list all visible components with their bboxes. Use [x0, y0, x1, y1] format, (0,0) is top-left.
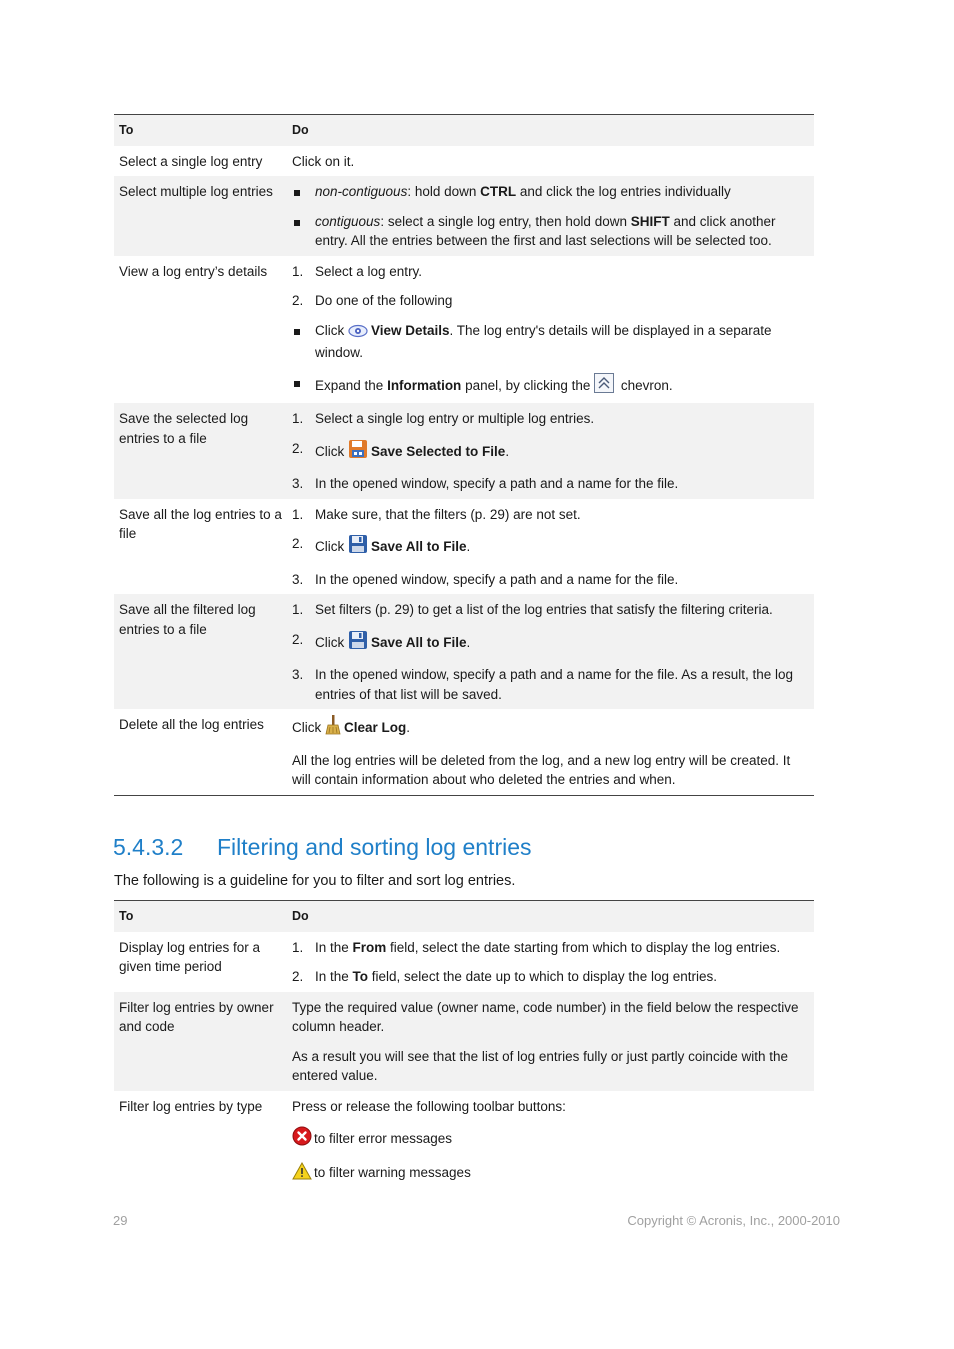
table-row [114, 1091, 814, 1191]
row-task: Delete all the log entries [114, 709, 287, 795]
table-row [114, 176, 814, 256]
step-item: 2. Do one of the following [292, 293, 453, 308]
step-item: 2. Click Save All to File. [292, 534, 809, 560]
action-name: Save All to File [371, 634, 467, 650]
key-name: CTRL [480, 184, 517, 199]
save-selected-icon [348, 439, 368, 465]
row-task: Save the selected log entries to a file [114, 403, 287, 499]
bullet-marker [294, 220, 300, 226]
row-instruction: Click Clear Log. [292, 715, 809, 741]
bullet-item: Expand the Information panel, by clicking the chevron. [292, 373, 809, 399]
step-item: 2. In the To field, select the date up to which to display the log entries. [292, 969, 717, 984]
bullet-marker [294, 190, 300, 196]
column-header-to: To [114, 901, 287, 932]
filter-table [114, 900, 814, 1190]
column-header-do: Do [287, 901, 814, 932]
bullet-item: Click View Details. The log entry's details will be displayed in a separate window. [292, 321, 809, 363]
key-name: SHIFT [630, 213, 670, 229]
action-name: Save Selected to File [371, 443, 506, 459]
row-task: Select a single log entry [119, 153, 263, 169]
page-number: 29 [113, 1213, 128, 1228]
step-item: 1. Select a log entry. [292, 263, 423, 279]
step-item: 2. Click Save All to File. [292, 630, 809, 656]
step-item: 1. Make sure, that the filters (p. 29) are not set. [292, 506, 581, 522]
floppy-disk-icon [348, 630, 368, 656]
step-item: 1. Set filters (p. 29) to get a list of the log entries that satisfy the filtering criteria. [292, 602, 773, 617]
table-row [114, 932, 814, 992]
row-task: Save all the log entries to a file [119, 506, 282, 541]
error-icon [292, 1126, 312, 1152]
bullet-marker [294, 329, 300, 335]
row-note: All the log entries will be deleted from the log, and a new log entry will be created. It will contain information about who deleted the entries and when. [292, 752, 791, 787]
copyright-notice: Copyright © Acronis, Inc., 2000-2010 [627, 1213, 840, 1228]
row-task: Save all the filtered log entries to a file [114, 594, 287, 709]
column-header-to: To [114, 115, 287, 146]
row-instruction: Type the required value (owner name, code number) in the field below the respective column header. [292, 999, 799, 1034]
step-item: 2. Click Save Selected to File. [292, 439, 809, 465]
toolbar-button-desc: to filter error messages [292, 1126, 809, 1152]
table-row [114, 594, 814, 709]
step-item: 3. In the opened window, specify a path and a name for the file. As a result, the log entries of that list will be saved. [292, 667, 794, 702]
field-name: To [352, 969, 369, 984]
row-instruction: Click on it. [292, 153, 355, 169]
table-row [114, 992, 814, 1091]
table-row [114, 709, 814, 795]
bullet-item: non-contiguous: hold down CTRL and click the log entries individually [292, 182, 809, 202]
row-note: As a result you will see that the list of log entries fully or just partly coincide with the entered value. [292, 1048, 788, 1083]
section-number: 5.4.3.2 [113, 834, 184, 860]
row-task: Filter log entries by type [119, 1098, 263, 1114]
log-actions-table [114, 114, 814, 796]
term: non-contiguous [315, 184, 408, 199]
step-item: 3. In the opened window, specify a path and a name for the file. [292, 476, 679, 491]
table-row [114, 499, 814, 595]
section-title: Filtering and sorting log entries [217, 834, 532, 860]
panel-name: Information [387, 377, 462, 393]
bullet-marker [294, 381, 300, 387]
step-item: 1. Select a single log entry or multiple log entries. [292, 411, 595, 426]
floppy-disk-icon [348, 534, 368, 560]
section-intro: The following is a guideline for you to filter and sort log entries. [114, 873, 516, 889]
bullet-item: contiguous: select a single log entry, then hold down SHIFT and click another entry. All the entries between the first and last selections will be selected too. [292, 212, 809, 251]
action-name: Clear Log [344, 720, 407, 735]
row-task: Filter log entries by owner and code [114, 992, 287, 1091]
table-row [114, 256, 814, 404]
column-header-do: Do [287, 115, 814, 146]
row-task: Select multiple log entries [114, 176, 287, 256]
step-item: 1. In the From field, select the date starting from which to display the log entries. [292, 939, 781, 955]
action-name: Save All to File [371, 539, 467, 554]
row-task: View a log entry’s details [119, 263, 268, 279]
step-item: 3. In the opened window, specify a path and a name for the file. [292, 571, 679, 587]
broom-icon [325, 715, 341, 741]
table-row [114, 403, 814, 499]
row-instruction: Press or release the following toolbar buttons: [292, 1098, 566, 1114]
warning-icon [292, 1162, 312, 1186]
row-task: Display log entries for a given time period [119, 939, 261, 974]
section-heading [113, 834, 532, 861]
chevron-up-icon [594, 373, 614, 399]
toolbar-button-desc: to filter warning messages [292, 1162, 809, 1186]
table-row [114, 146, 814, 177]
term: contiguous [315, 213, 381, 229]
action-name: View Details [371, 322, 450, 338]
field-name: From [352, 939, 387, 955]
eye-icon [348, 324, 368, 344]
